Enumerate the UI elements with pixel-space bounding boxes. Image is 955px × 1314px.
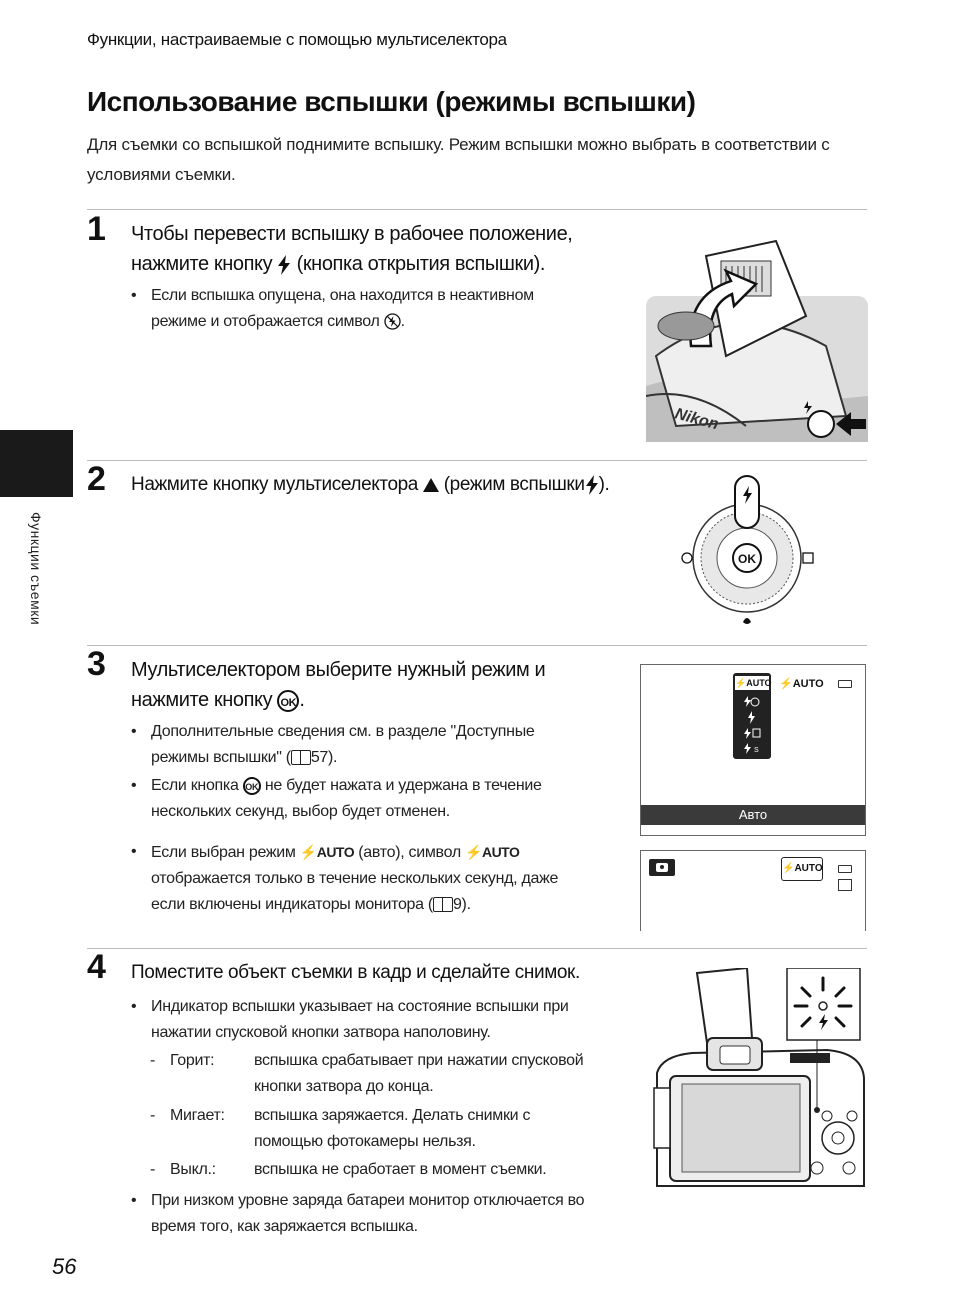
exposure-compensation-icon xyxy=(803,553,813,563)
flash-off-icon xyxy=(384,313,401,330)
state-value: вспышка срабатывает при нажатии спусковой кнопки затвора до конца. xyxy=(254,1052,584,1095)
state-dash: - xyxy=(150,1052,156,1069)
step-divider xyxy=(87,460,867,461)
step-4-bullet-1: • Индикатор вспышки указывает на состояние вспышки при нажатии спусковой кнопки затвора наполовину. xyxy=(131,994,591,1046)
step-3-bullet-3-text: Если выбран режим xyxy=(151,844,296,861)
flash-state-blinking xyxy=(150,1103,600,1155)
state-value: вспышка заряжается. Делать снимки с помощью фотокамеры нельзя. xyxy=(254,1107,531,1150)
step-1-number: 1 xyxy=(87,210,106,248)
flash-mode-list xyxy=(733,673,771,759)
step-2-title-mode: (режим вспышки xyxy=(443,474,585,495)
flash-mode-caption: Авто xyxy=(641,805,865,825)
step-3-bullet-2-text: Если кнопка xyxy=(151,777,239,794)
self-timer-icon xyxy=(682,553,692,563)
page-reference-icon xyxy=(433,897,453,912)
flash-state-off xyxy=(150,1157,600,1183)
step-divider xyxy=(87,948,867,949)
flash-mode-menu-screen xyxy=(640,664,866,836)
flash-state-on xyxy=(150,1048,600,1100)
flash-mode-icons xyxy=(742,695,762,755)
flash-pop-up-icon xyxy=(277,255,291,275)
shooting-screen xyxy=(640,850,866,931)
step-divider xyxy=(87,645,867,646)
step-4-bullet-2: • При низком уровне заряда батареи монитор отключается во время того, как заряжается вспышка. xyxy=(131,1188,591,1240)
step-3-title-line1: Мультиселектором выберите нужный режим и xyxy=(131,659,546,681)
state-label: Мигает: xyxy=(170,1107,225,1124)
step-3-title xyxy=(131,655,611,715)
selected-flash-mode: ⚡AUTO xyxy=(779,678,824,690)
step-3-bullet-1-text: Дополнительные сведения см. в разделе "Доступные режимы вспышки" ( xyxy=(151,723,535,766)
step-3-title-line2: нажмите кнопку xyxy=(131,689,273,711)
step-4-number: 4 xyxy=(87,948,106,986)
flash-auto-icon: ⚡AUTO xyxy=(299,844,355,860)
step-1-title-line1: Чтобы перевести вспышку в рабочее положение, xyxy=(131,223,573,245)
camera-flash-popup-illustration xyxy=(646,236,868,442)
state-dash: - xyxy=(150,1161,156,1178)
step-1-title xyxy=(131,219,611,279)
up-arrow-icon xyxy=(423,478,439,492)
step-3-bullet-3: • Если выбран режим ⚡AUTO (авто), символ ⚡AUTO отображается только в течение нескольких секунд, даже если включены индикаторы монитора ( 9). xyxy=(131,843,559,913)
step-3-title-end: . xyxy=(299,689,305,711)
step-2-title-text: Нажмите кнопку мультиселектора xyxy=(131,474,418,495)
page-reference-icon xyxy=(291,750,311,765)
camera-back-illustration xyxy=(652,968,868,1190)
step-1-title-line2: нажмите кнопку xyxy=(131,253,273,275)
step-divider xyxy=(87,209,867,210)
step-1-bullet-text: Если вспышка опущена, она находится в неактивном режиме и отображается символ xyxy=(151,287,534,330)
running-header: Функции, настраиваемые с помощью мультиселектора xyxy=(87,30,507,49)
step-4-bullet-1-text: Индикатор вспышки указывает на состояние вспышки при нажатии спусковой кнопки затвора наполовину. xyxy=(151,998,569,1041)
step-1-bullet-end: . xyxy=(400,313,405,330)
page-title: Использование вспышки (режимы вспышки) xyxy=(87,86,696,117)
step-3-bullet-2-rest: не будет нажата и удержана в течение нескольких секунд, выбор будет отменен. xyxy=(151,777,542,820)
svg-text:S: S xyxy=(754,747,759,754)
step-1-bullet: • Если вспышка опущена, она находится в неактивном режиме и отображается символ . xyxy=(131,287,534,330)
flash-auto-icon: ⚡AUTO xyxy=(465,844,520,860)
step-2-number: 2 xyxy=(87,460,106,498)
step-3-bullet-1: • Дополнительные сведения см. в разделе "Доступные режимы вспышки" ( 57). xyxy=(131,723,535,766)
step-3-bullet-3-mid: (авто), символ xyxy=(358,844,461,861)
step-2-title-end: ). xyxy=(598,474,610,495)
memory-icon xyxy=(838,879,852,891)
camera-mode-icon xyxy=(649,859,675,876)
state-label: Горит: xyxy=(170,1052,215,1069)
macro-icon xyxy=(743,618,751,624)
step-3-bullet-1-ref: 57). xyxy=(310,749,338,766)
ok-button-icon: OK xyxy=(243,777,261,795)
step-3-bullet-3-rest: отображается только в течение нескольких секунд, даже если включены индикаторы монитора ( xyxy=(151,870,559,913)
flash-auto-option[interactable]: ⚡AUTO xyxy=(735,678,772,688)
multi-selector-illustration xyxy=(675,472,825,632)
flash-auto-indicator: ⚡AUTO xyxy=(781,857,823,881)
step-3-number: 3 xyxy=(87,645,106,683)
step-1-title-line2-end: (кнопка открытия вспышки). xyxy=(296,253,546,275)
state-value: вспышка не сработает в момент съемки. xyxy=(254,1161,547,1178)
page-number: 56 xyxy=(52,1254,77,1279)
ok-button-icon: OK xyxy=(277,690,299,712)
nikon-logo: Nikon xyxy=(672,405,721,434)
intro-paragraph: Для съемки со вспышкой поднимите вспышку. Режим вспышки можно выбрать в соответствии с условиями съемки. xyxy=(87,135,830,184)
step-2-title xyxy=(131,470,631,500)
battery-icon xyxy=(838,680,852,688)
step-3-bullet-2: • Если кнопка OK не будет нажата и удержана в течение нескольких секунд, выбор будет отменен. xyxy=(131,777,542,820)
step-4-title: Поместите объект съемки в кадр и сделайте снимок. xyxy=(131,962,580,983)
flash-mode-icon xyxy=(585,475,599,495)
section-tab-label: Функции съемки xyxy=(28,512,44,626)
state-label: Выкл.: xyxy=(170,1161,216,1178)
step-4-bullet-2-text: При низком уровне заряда батареи монитор отключается во время того, как заряжается вспышка. xyxy=(151,1192,585,1235)
step-3-bullet-3-ref: 9). xyxy=(452,896,471,913)
section-tab xyxy=(0,430,73,497)
state-dash: - xyxy=(150,1107,156,1124)
ok-button-label: OK xyxy=(738,552,756,566)
battery-icon xyxy=(838,865,852,873)
